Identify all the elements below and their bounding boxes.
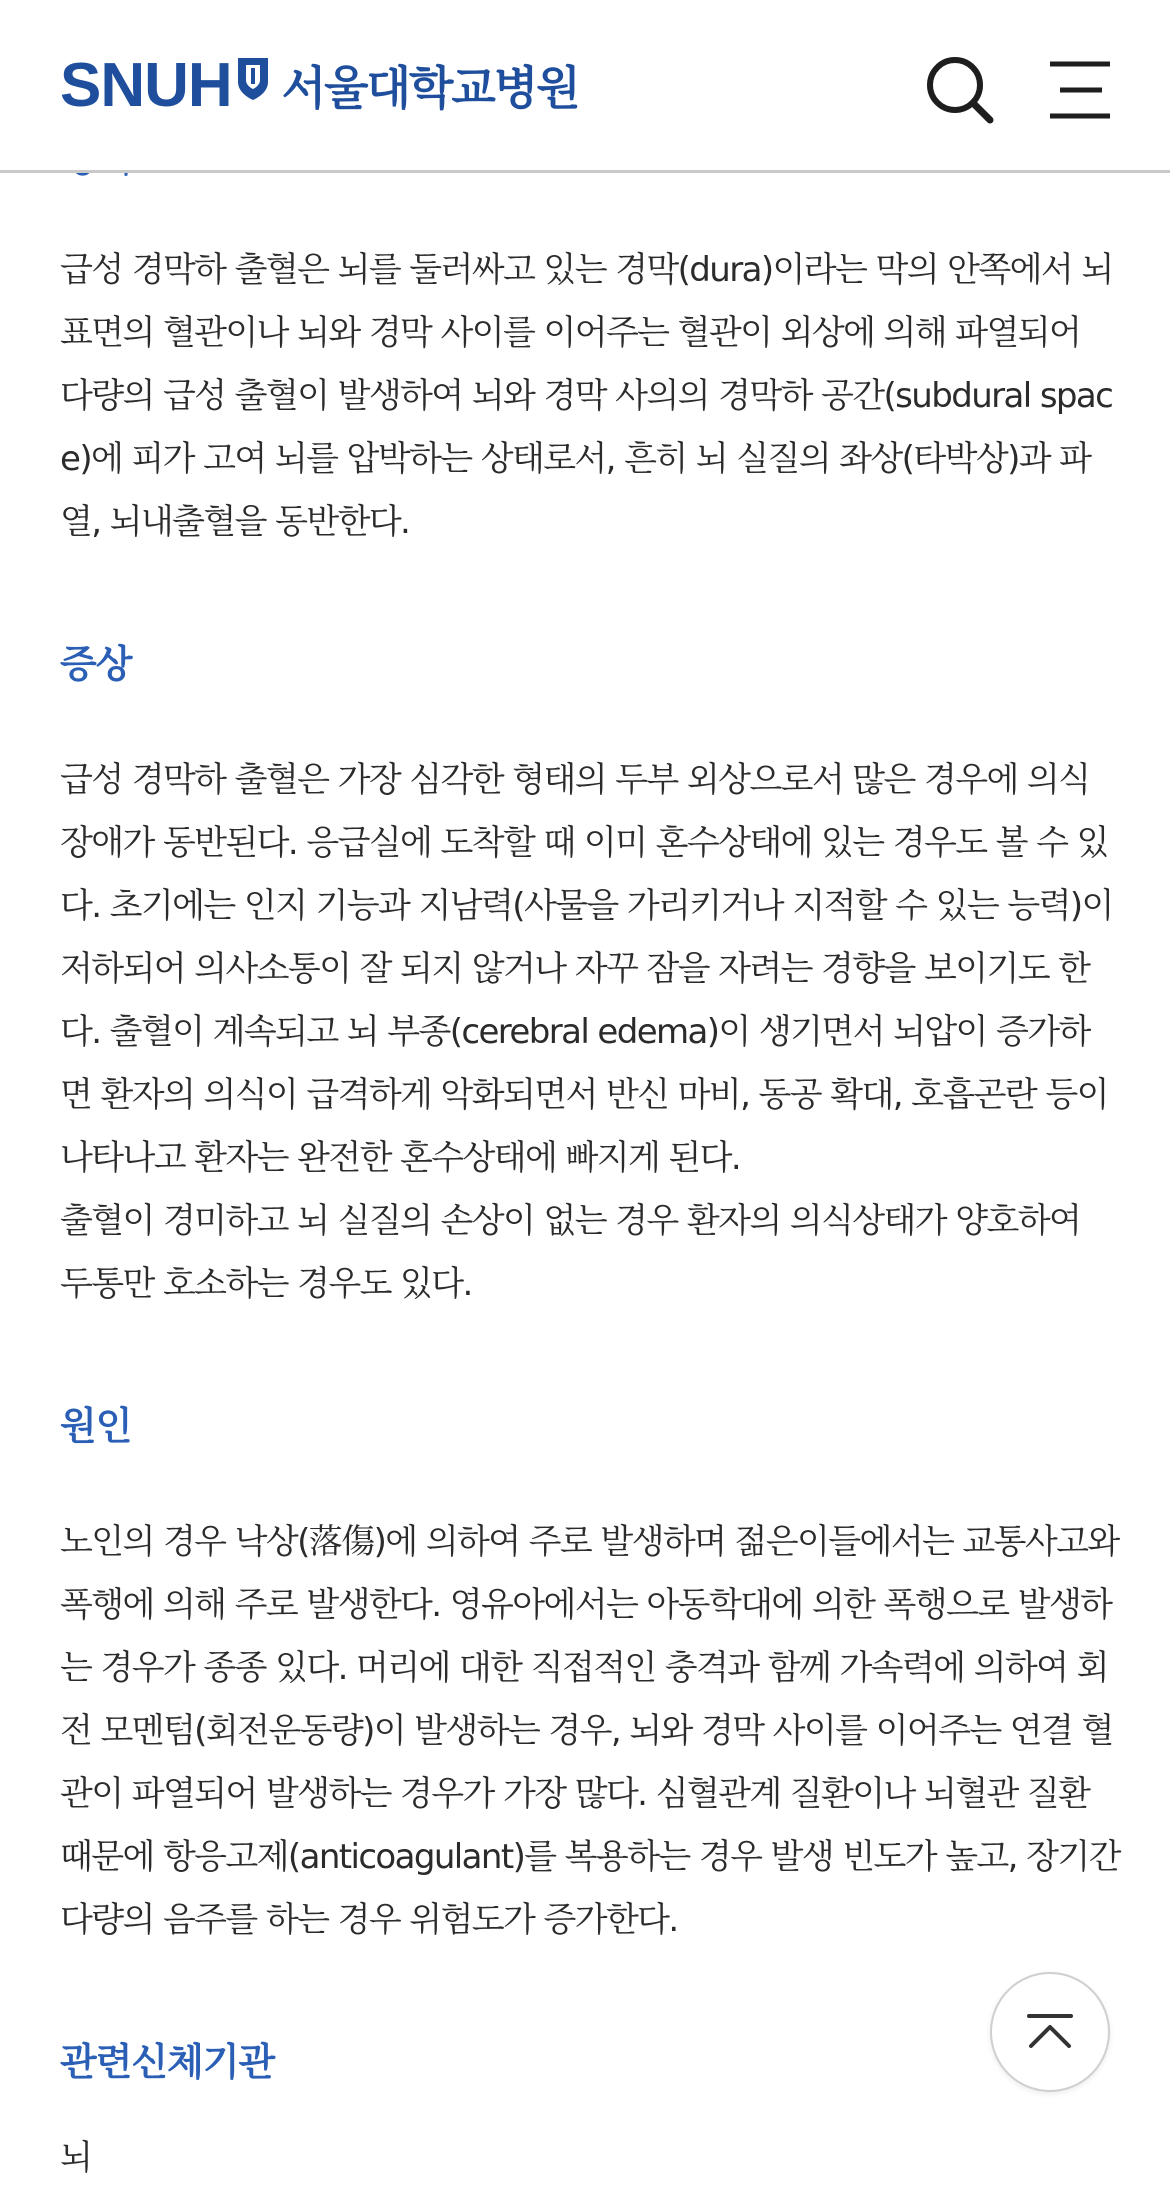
snuh-logo[interactable] [60,50,579,120]
section-related-organs [60,2037,1120,2190]
section-heading: 원인 [60,1404,132,1448]
logo-text-ko: 서울대학교병원 [281,61,579,115]
section-paragraph: 노인의 경우 낙상(落傷)에 의하여 주로 발생하며 젊은이들에서는 교통사고와 폭행에 의해 주로 발생한다. 영유아에서는 아동학대에 의한 폭행으로 발생하는 경우가 종종 있다. 머리에 대한 직접적인 충격과 함께 가속력에 의하여 회전 모멘텀(회전운동량)이 발생하는 경우, 뇌와 경막 사이를 이어주는 연결 혈관이 파열되어 발생하는 경우가 가장 많다. 심혈관계 질환이나 뇌혈관 질환 때문에 항응고제(anticoagulant)를 복용하는 경우 발생 빈도가 높고, 장기간 다량의 음주를 하는 경우 위험도가 증가한다. [60,1522,1120,1940]
menu-icon [1040,50,1120,130]
disease-info-content [60,140,1120,2190]
section-paragraph: 출혈이 경미하고 뇌 실질의 손상이 없는 경우 환자의 의식상태가 양호하여 두통만 호소하는 경우도 있다. [60,1201,1081,1304]
section-heading: 증상 [60,642,132,686]
search-icon [920,50,1000,130]
section-heading: 관련신체기관 [60,2040,275,2084]
logo-text-en: SNUH [60,50,232,120]
section-paragraph: 뇌 [60,2138,92,2178]
menu-button[interactable] [1040,50,1120,130]
section-paragraph: 급성 경막하 출혈은 가장 심각한 형태의 두부 외상으로서 많은 경우에 의식 장애가 동반된다. 응급실에 도착할 때 이미 혼수상태에 있는 경우도 볼 수 있다. 초기에는 인지 기능과 지남력(사물을 가리키거나 지적할 수 있는 능력)이 저하되어 의사소통이 잘 되지 않거나 자꾸 잠을 자려는 경향을 보이기도 한다. 출혈이 계속되고 뇌 부종(cerebral edema)이 생기면서 뇌압이 증가하면 환자의 의식이 급격하게 악화되면서 반신 마비, 동공 확대, 호흡곤란 등이 나타나고 환자는 완전한 혼수상태에 빠지게 된다. [60,760,1113,1178]
section-symptoms [60,639,1120,1316]
site-header [0,0,1170,173]
section-paragraph: 급성 경막하 출혈은 뇌를 둘러싸고 있는 경막(dura)이라는 막의 안쪽에서 뇌 표면의 혈관이나 뇌와 경막 사이를 이어주는 혈관이 외상에 의해 파열되어 다량의 급성 출혈이 발생하여 뇌와 경막 사의의 경막하 공간(subdural space)에 피가 고여 뇌를 압박하는 상태로서, 흔히 뇌 실질의 좌상(타박상)과 파열, 뇌내출혈을 동반한다. [60,250,1113,542]
logo-emblem-icon [236,56,270,102]
chevron-up-icon [1025,2012,1075,2052]
section-causes [60,1401,1120,1952]
search-button[interactable] [920,50,1000,130]
scroll-to-top-button[interactable] [990,1972,1110,2092]
section-definition [60,140,1120,554]
